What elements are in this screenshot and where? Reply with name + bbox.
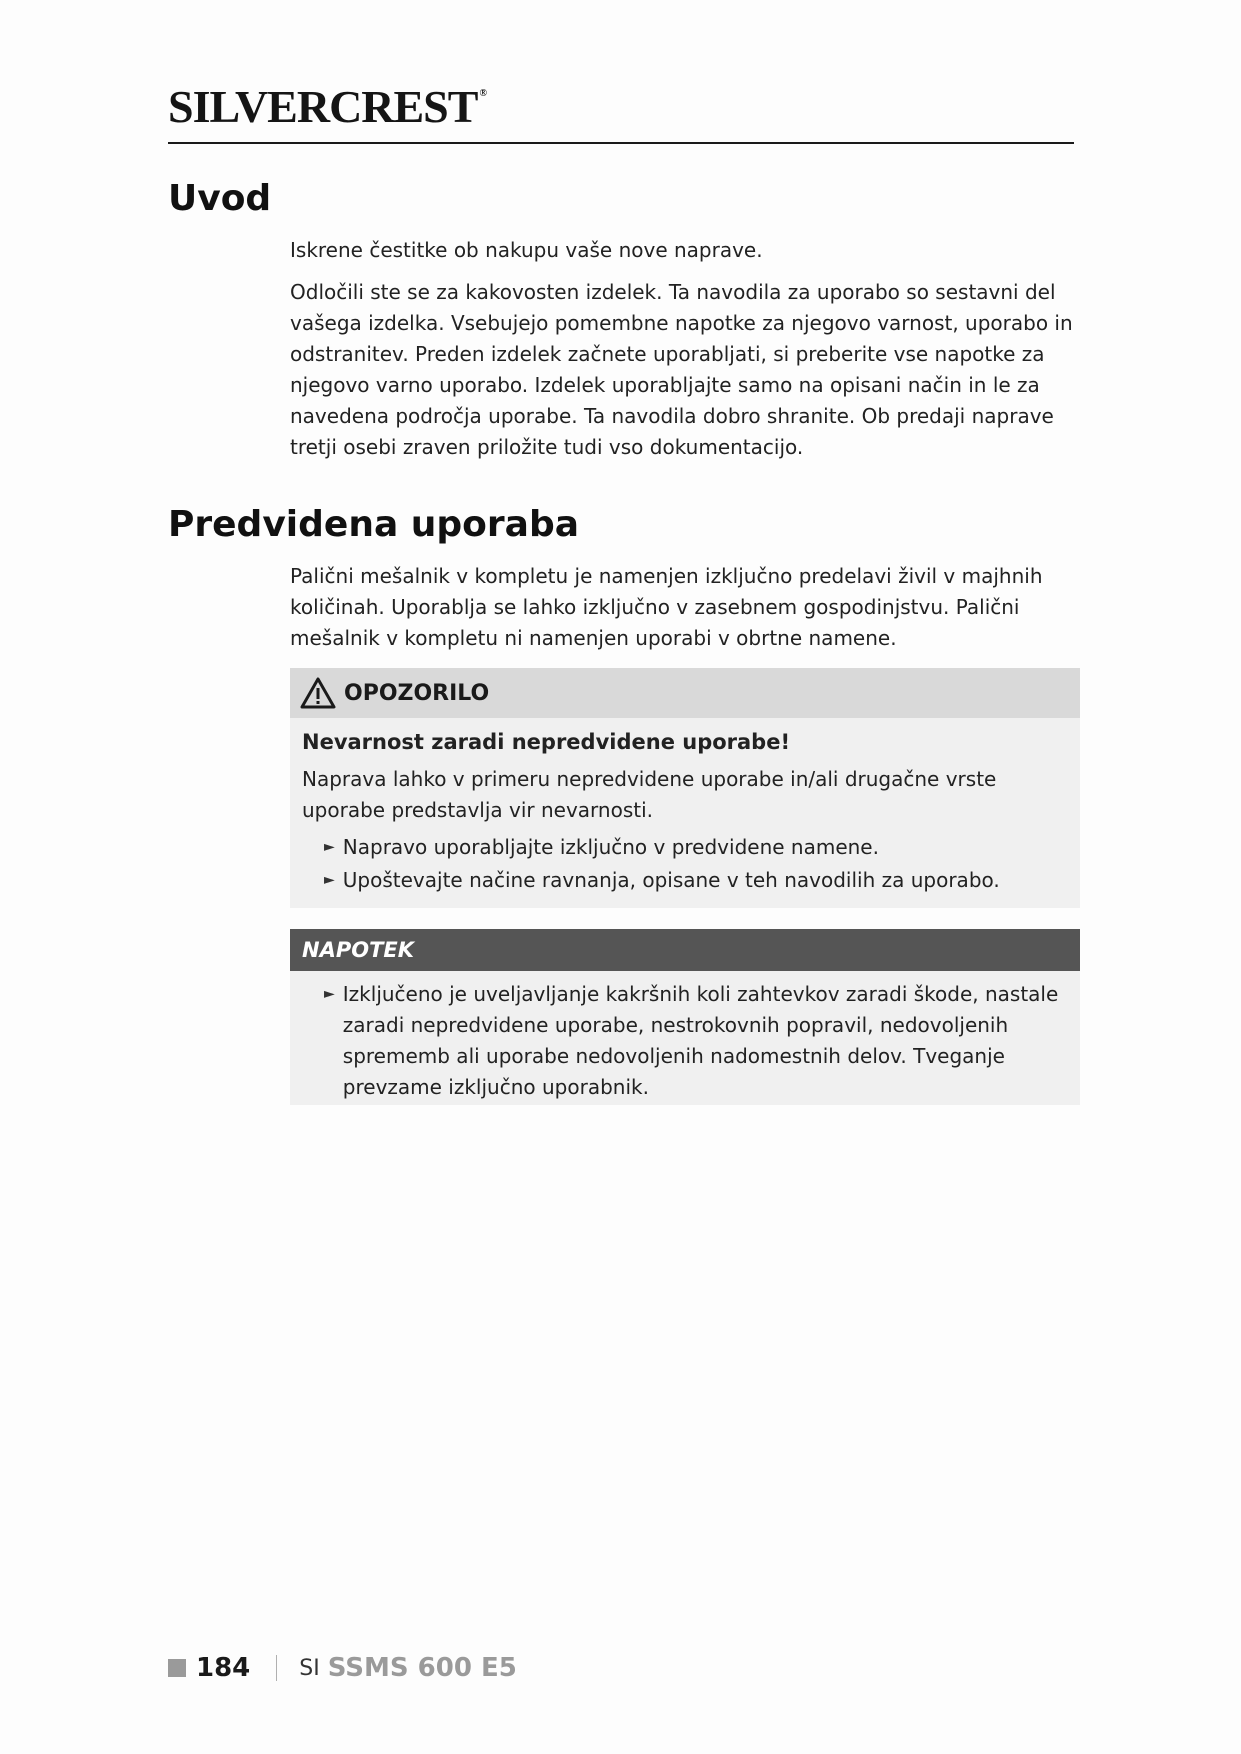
note-title: NAPOTEK (302, 938, 415, 962)
warning-title: OPOZORILO (344, 680, 490, 706)
intended-use-text (290, 561, 1080, 665)
bullet-arrow-icon: ► (324, 872, 335, 888)
note-box (290, 929, 1080, 1105)
page-header (168, 78, 1074, 144)
registered-mark: ® (479, 88, 486, 99)
warning-body (290, 718, 1080, 896)
warning-triangle-icon (300, 677, 336, 709)
note-header (290, 929, 1080, 971)
language-code: SI (299, 1655, 320, 1681)
warning-bullet-text: Upoštevajte načine ravnanja, opisane v teh navodilih za uporabo. (342, 868, 1000, 892)
brand-logo (168, 80, 486, 133)
intended-use-paragraph: Palični mešalnik v kompletu je namenjen izključno predelavi živil v majhnih količinah. Uporablja se lahko izključno v zasebnem gospodinjstvu. Palični mešalnik v kompletu ni namenjen uporabi v obrtne namene. (290, 564, 1043, 650)
bullet-arrow-icon: ► (324, 839, 335, 855)
bullet-arrow-icon: ► (324, 986, 335, 1002)
intro-paragraph-2: Odločili ste se za kakovosten izdelek. Ta navodila za uporabo so sestavni del vašega izdelka. Vsebujejo pomembne napotke za njegovo varnost, uporabo in odstranitev. Preden izdelek začnete uporabljati, si preberite vse napotke za njegovo varno uporabo. Izdelek uporabljajte samo na opisani način in le za navedena področja uporabe. Ta navodila dobro shranite. Ob predaji naprave tretji osebi zraven priložite tudi vso dokumentacijo. (290, 280, 1073, 459)
warning-bullet (302, 832, 1070, 863)
warning-subtitle: Nevarnost zaradi nepredvidene uporabe! (302, 730, 791, 754)
warning-header (290, 668, 1080, 718)
heading-intro: Uvod (168, 178, 272, 219)
warning-box (290, 668, 1080, 908)
footer-square-icon (168, 1659, 186, 1677)
intro-paragraph-1: Iskrene čestitke ob nakupu vaše nove naprave. (290, 238, 763, 262)
note-bullet-text: Izključeno je uveljavljanje kakršnih koli zahtevkov zaradi škode, nastale zaradi nepredvidene uporabe, nestrokovnih popravil, nedovoljenih sprememb ali uporabe nedovoljenih nadomestnih delov. Tveganje prevzame izključno uporabnik. (342, 982, 1059, 1099)
warning-text: Naprava lahko v primeru nepredvidene uporabe in/ali drugačne vrste uporabe predstavlja vir nevarnosti. (302, 767, 997, 822)
page-number: 184 (196, 1653, 251, 1683)
note-body (290, 971, 1080, 1103)
intro-text (290, 235, 1080, 474)
footer-divider (276, 1655, 277, 1681)
warning-bullet (302, 865, 1070, 896)
model-number: SSMS 600 E5 (327, 1653, 517, 1683)
warning-bullet-text: Napravo uporabljajte izključno v predvidene namene. (342, 835, 879, 859)
note-bullet (302, 979, 1068, 1103)
page-footer (168, 1648, 517, 1688)
heading-intended-use: Predvidena uporaba (168, 504, 580, 545)
brand-logo-text: SILVERCREST (168, 81, 478, 132)
